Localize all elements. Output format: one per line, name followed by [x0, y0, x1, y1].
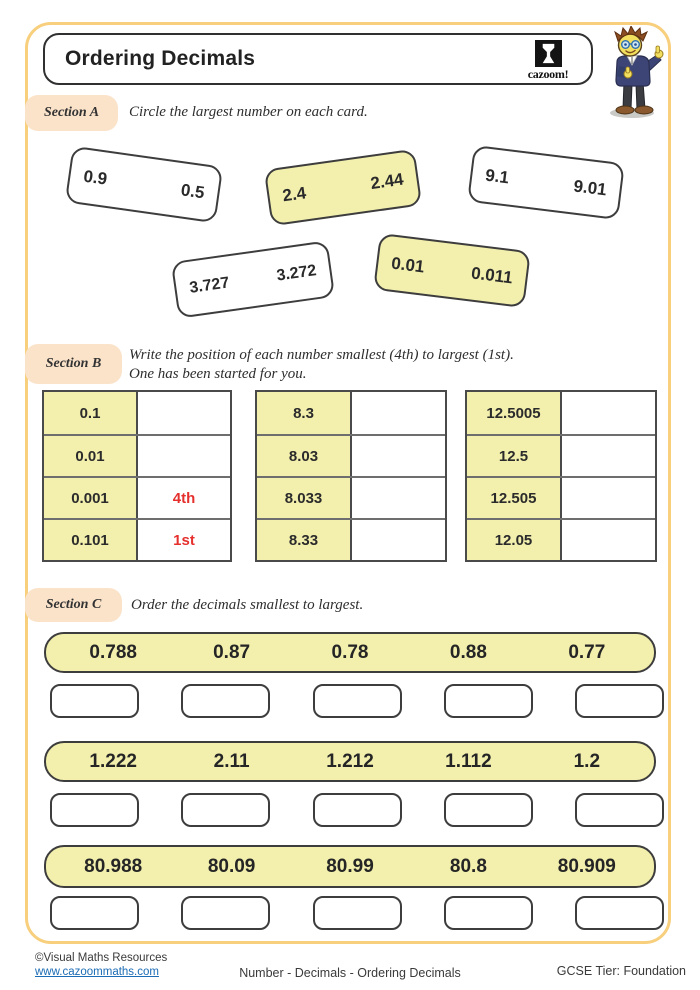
- section-b-instruction: Write the position of each number smallest (4th) to largest (1st). One has been started for you.: [129, 347, 514, 382]
- cazoom-logo: [517, 38, 579, 82]
- card-number[interactable]: 0.011: [470, 262, 514, 287]
- card-number[interactable]: 2.44: [369, 169, 405, 193]
- table-number-cell: 0.1: [44, 392, 138, 434]
- table-row: [467, 434, 655, 476]
- decimal-pill-row: [44, 741, 656, 782]
- card-number[interactable]: 0.5: [179, 179, 206, 202]
- table-answer-cell[interactable]: [138, 392, 230, 434]
- pill-number: 80.988: [84, 855, 143, 877]
- table-number-cell: 12.05: [467, 520, 562, 560]
- website-link[interactable]: www.cazoommaths.com: [35, 966, 159, 978]
- table-number-cell: 0.001: [44, 478, 138, 518]
- table-answer-cell[interactable]: [352, 478, 445, 518]
- section-c-instruction: Order the decimals smallest to largest.: [131, 597, 364, 613]
- answer-box[interactable]: [444, 684, 533, 718]
- table-answer-cell[interactable]: [562, 392, 655, 434]
- table-answer-cell[interactable]: [352, 520, 445, 560]
- copyright-text: ©Visual Maths Resources: [35, 952, 168, 964]
- answer-box-row: [50, 793, 664, 827]
- answer-box[interactable]: [313, 793, 402, 827]
- section-b-table-2: [255, 390, 447, 562]
- pill-number: 0.788: [89, 641, 137, 663]
- page-title: Ordering Decimals: [65, 47, 256, 70]
- pill-number: 1.222: [89, 750, 137, 772]
- answer-box[interactable]: [444, 793, 533, 827]
- card-number[interactable]: 9.1: [484, 165, 511, 187]
- cazoom-logo-icon: [535, 40, 562, 67]
- pill-number: 1.2: [573, 750, 601, 772]
- table-number-cell: 12.5005: [467, 392, 562, 434]
- footer-topic: Number - Decimals - Ordering Decimals: [239, 966, 461, 980]
- answer-box[interactable]: [181, 793, 270, 827]
- table-row: [257, 518, 445, 560]
- answer-box-row: [50, 896, 664, 930]
- card-number[interactable]: 9.01: [572, 175, 608, 199]
- table-row: [257, 392, 445, 434]
- table-number-cell: 8.3: [257, 392, 352, 434]
- section-a-label: Section A: [25, 95, 118, 131]
- section-b-table-1: [42, 390, 232, 562]
- card-number[interactable]: 3.727: [188, 273, 231, 297]
- pill-number: 1.112: [445, 750, 492, 772]
- pill-number: 0.78: [331, 641, 369, 663]
- answer-box[interactable]: [575, 684, 664, 718]
- table-number-cell: 12.505: [467, 478, 562, 518]
- section-a-instruction: Circle the largest number on each card.: [129, 104, 368, 120]
- answer-box[interactable]: [181, 684, 270, 718]
- table-number-cell: 8.33: [257, 520, 352, 560]
- section-b-label: Section B: [25, 344, 122, 384]
- section-c-label: Section C: [25, 588, 122, 622]
- decimal-pill-row: [44, 845, 656, 888]
- table-row: [467, 392, 655, 434]
- title-box: [43, 33, 593, 85]
- table-row: [44, 434, 230, 476]
- table-answer-cell[interactable]: [562, 436, 655, 476]
- card-number[interactable]: 2.4: [281, 182, 308, 205]
- table-answer-cell[interactable]: 4th: [172, 489, 196, 507]
- card-number[interactable]: 0.01: [390, 253, 426, 277]
- pill-number: 80.99: [326, 855, 374, 877]
- pill-number: 1.212: [326, 750, 374, 772]
- answer-box[interactable]: [50, 793, 139, 827]
- table-row: [257, 434, 445, 476]
- pill-number: 80.8: [449, 855, 487, 877]
- table-number-cell: 12.5: [467, 436, 562, 476]
- pill-number: 0.77: [568, 641, 606, 663]
- pill-number: 2.11: [213, 750, 250, 772]
- cazoom-logo-text: cazoom!: [527, 67, 569, 81]
- pill-number: 0.88: [449, 641, 487, 663]
- table-answer-cell[interactable]: [138, 436, 230, 476]
- answer-box[interactable]: [313, 684, 402, 718]
- answer-box[interactable]: [444, 896, 533, 930]
- answer-box[interactable]: [181, 896, 270, 930]
- pill-number: 0.87: [213, 641, 251, 663]
- answer-box[interactable]: [50, 684, 139, 718]
- table-row: [257, 476, 445, 518]
- card-number[interactable]: 0.9: [82, 166, 109, 189]
- pill-number: 80.909: [557, 855, 616, 877]
- table-row: [44, 476, 230, 518]
- table-answer-cell[interactable]: [562, 478, 655, 518]
- table-number-cell: 0.01: [44, 436, 138, 476]
- table-answer-cell[interactable]: [352, 436, 445, 476]
- table-answer-cell[interactable]: [562, 520, 655, 560]
- table-answer-cell[interactable]: 1st: [173, 531, 195, 549]
- footer-tier: GCSE Tier: Foundation: [556, 964, 686, 978]
- table-row: [467, 518, 655, 560]
- table-number-cell: 0.101: [44, 520, 138, 560]
- table-number-cell: 8.033: [257, 478, 352, 518]
- answer-box[interactable]: [575, 793, 664, 827]
- table-number-cell: 8.03: [257, 436, 352, 476]
- answer-box-row: [50, 684, 664, 718]
- pill-number: 80.09: [207, 855, 256, 877]
- section-b-table-3: [465, 390, 657, 562]
- mascot-illustration: [597, 26, 669, 120]
- decimal-pill-row: [44, 632, 656, 673]
- answer-box[interactable]: [313, 896, 402, 930]
- answer-box[interactable]: [575, 896, 664, 930]
- table-row: [467, 476, 655, 518]
- card-number[interactable]: 3.272: [275, 261, 318, 285]
- table-answer-cell[interactable]: [352, 392, 445, 434]
- table-row: [44, 518, 230, 560]
- table-row: [44, 392, 230, 434]
- answer-box[interactable]: [50, 896, 139, 930]
